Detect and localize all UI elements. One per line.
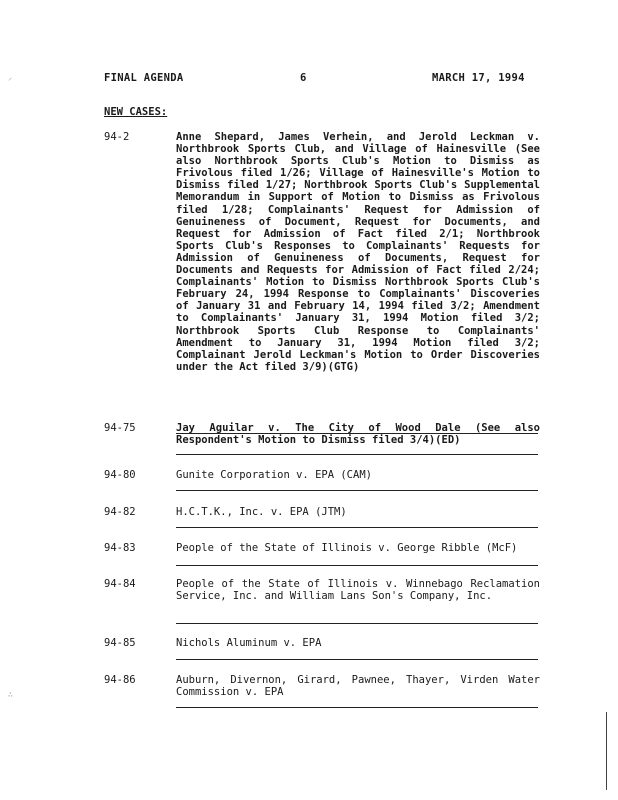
scan-speck: ∴ <box>8 690 13 699</box>
case-number: 94-86 <box>104 674 136 686</box>
case-description: Jay Aguilar v. The City of Wood Dale (See also Respondent's Motion to Dismiss filed 3/4)(ED) <box>176 422 540 447</box>
case-number: 94-85 <box>104 637 136 649</box>
case-divider <box>176 659 538 660</box>
case-description: Gunite Corporation v. EPA (CAM) <box>176 469 372 481</box>
case-divider <box>176 707 538 708</box>
page-number: 6 <box>300 72 307 84</box>
case-description: Nichols Aluminum v. EPA <box>176 637 322 649</box>
case-description: H.C.T.K., Inc. v. EPA (JTM) <box>176 506 347 518</box>
agenda-title: FINAL AGENDA <box>104 72 184 84</box>
case-description: Auburn, Divernon, Girard, Pawnee, Thayer, Virden Water Commission v. EPA <box>176 674 540 699</box>
case-number: 94-2 <box>104 131 130 143</box>
case-divider <box>176 623 538 624</box>
case-description: People of the State of Illinois v. Winnebago Reclamation Service, Inc. and William Lans Son's Company, Inc. <box>176 578 540 603</box>
case-number: 94-82 <box>104 506 136 518</box>
case-divider <box>176 454 538 455</box>
agenda-date: MARCH 17, 1994 <box>432 72 525 84</box>
case-number: 94-80 <box>104 469 136 481</box>
case-description: People of the State of Illinois v. George Ribble (McF) <box>176 542 518 554</box>
case-number: 94-83 <box>104 542 136 554</box>
case-divider <box>176 527 538 528</box>
scan-speck: ⸝ <box>8 73 12 82</box>
case-number: 94-75 <box>104 422 136 434</box>
case-description: Anne Shepard, James Verhein, and Jerold Leckman v. Northbrook Sports Club, and Village of Hainesville (See also Northbrook Sports Club's Motion to Dismiss as Frivolous filed 1/26; Village of Hainesville's Motion to Dismiss filed 1/27; Northbrook Sports Club's Supplemental Memorandum in Support of Motion to Dismiss as Frivolous filed 1/28; Complainants' Request for Admission of Genuineness of Document, Request for Documents, and Request for Admission of Fact filed 2/1; Northbrook Sports Club's Responses to Complainants' Requests for Admission of Genuineness of Documents, Request for Documents and Requests for Admission of Fact filed 2/24; Complainants' Motion to Dismiss Northbrook Sports Club's February 24, 1994 Response to Complainants' Discoveries of January 31 and February 14, 1994 filed 3/2; Amendment to Complainants' January 31, 1994 Motion filed 3/2; Northbrook Sports Club Response to Complainants' Amendment to January 31, 1994 Motion filed 3/2; Complainant Jerold Leckman's Motion to Order Discoveries under the Act filed 3/9)(GTG) <box>176 131 540 373</box>
scan-edge-line <box>606 712 607 790</box>
case-divider <box>176 565 538 566</box>
case-number: 94-84 <box>104 578 136 590</box>
section-title: NEW CASES: <box>104 106 168 118</box>
case-divider <box>176 490 538 491</box>
